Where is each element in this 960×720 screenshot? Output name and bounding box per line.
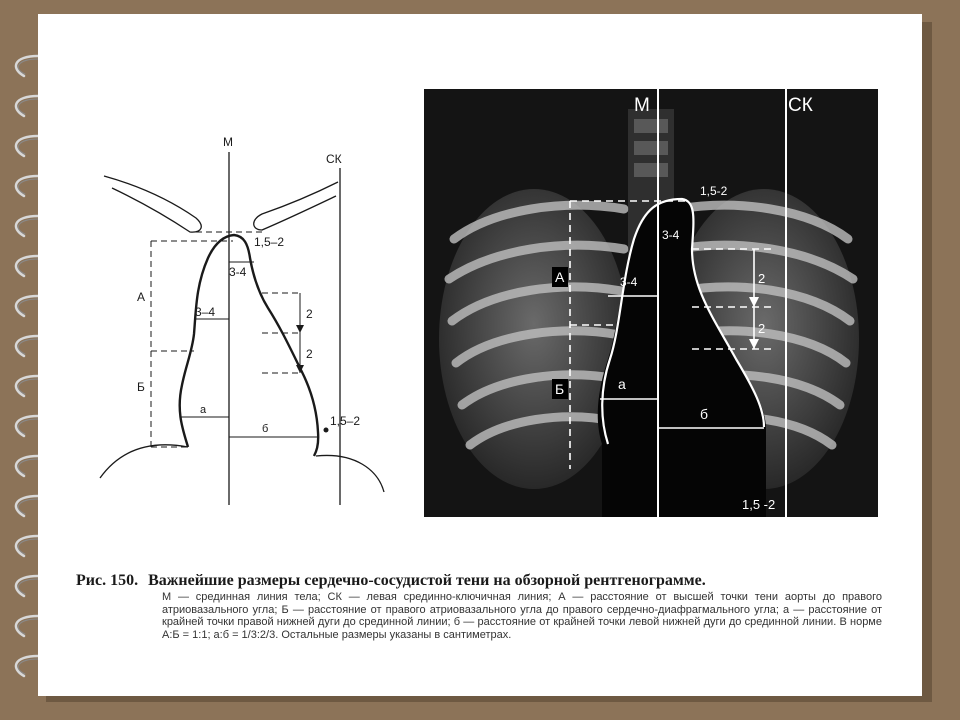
diagram-label-small-b: б [262, 423, 269, 435]
caption-heading [76, 571, 886, 591]
diagram-label-small-a: а [200, 404, 207, 416]
heart-silhouette [180, 235, 319, 456]
left-diaphragm [316, 455, 384, 492]
figure-caption [76, 571, 886, 641]
xray-label-right-vessel: 3-4 [620, 275, 638, 289]
xray-label-small-a: а [618, 376, 626, 392]
figure-title: Важнейшие размеры сердечно-сосудистой тени на обзорной рентгенограмме. [148, 572, 706, 589]
xray-label-lower-arc: 2 [758, 321, 766, 336]
diagram-label-lower-arc: 2 [306, 347, 313, 361]
xray-label-aorta-height: 1,5-2 [700, 184, 728, 198]
diagram-label-b: Б [137, 380, 145, 394]
xray-label-apex-gap: 1,5 -2 [742, 497, 776, 512]
diagram-label-m: М [223, 135, 233, 149]
diagram-label-a: А [137, 290, 146, 304]
xray-label-left-vessel: 3-4 [662, 228, 680, 242]
diagram-label-left-vessel: 3-4 [229, 265, 247, 279]
diagram-label-sk: СК [326, 152, 342, 166]
right-diaphragm [100, 445, 188, 478]
figure-number: Рис. 150. [76, 572, 139, 589]
diagram-label-right-vessel: 3–4 [195, 305, 216, 319]
xray-label-a: А [555, 269, 565, 285]
diagram-label-aorta-height: 1,5–2 [254, 235, 285, 249]
xray-label-upper-arc: 2 [758, 271, 766, 286]
right-clavicle [104, 176, 201, 232]
diagram-label-apex-gap: 1,5–2 [330, 414, 361, 428]
caption-body: М — срединная линия тела; СК — левая срединно-ключичная линия; А — расстояние от высшей точки тени аорты до правого атриовазального угла; Б — расстояние от правого атриовазального угла до правого сердечно-диафрагмального угла; а — расстояние от крайней точки правой нижней дуги до срединной линии; б — расстояние от крайней точки левой нижней дуги до срединной линии. В норме А:Б = 1:1; а:б = 1/3:2/3. Остальные размеры указаны в сантиметрах. [162, 591, 882, 641]
diagram-label-upper-arc: 2 [306, 307, 313, 321]
xray-label-b: Б [555, 381, 565, 397]
xray-label-sk: СК [788, 95, 813, 116]
left-clavicle [254, 182, 338, 230]
xray-label-small-b: б [700, 406, 709, 422]
chest-xray-image [424, 89, 878, 517]
xray-label-m: М [634, 95, 650, 116]
